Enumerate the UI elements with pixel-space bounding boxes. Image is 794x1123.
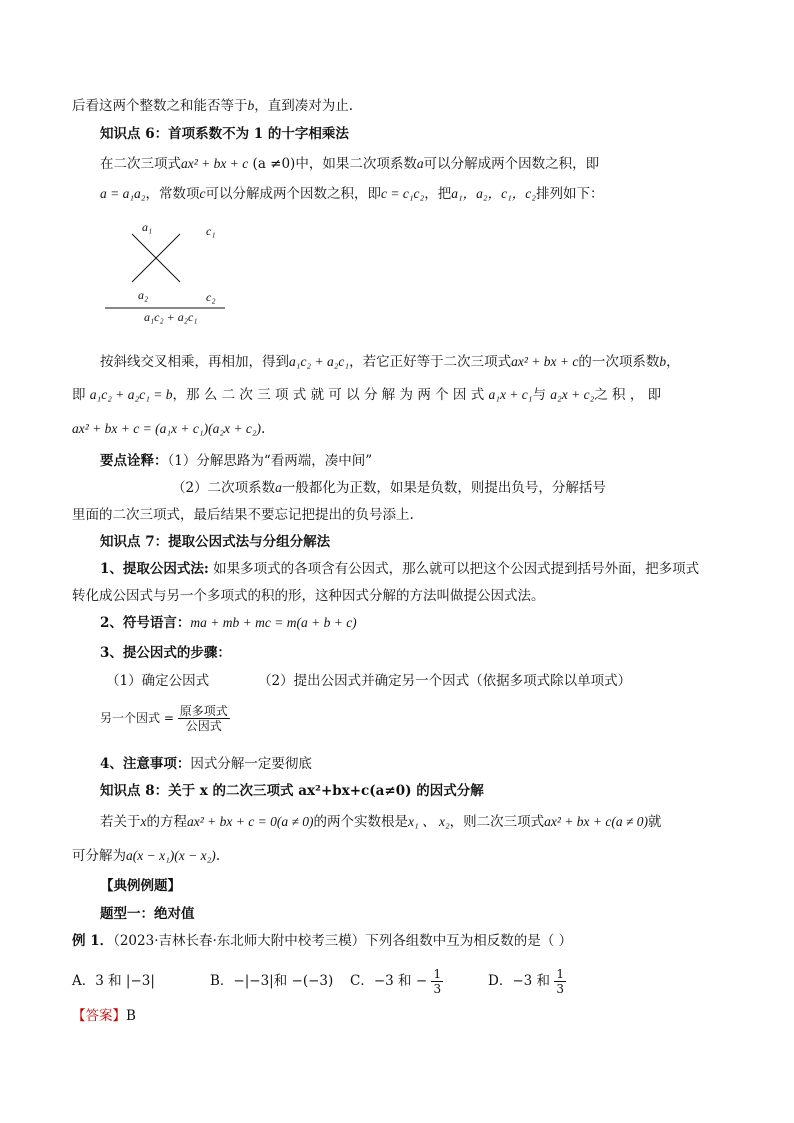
text: 排列如下： <box>536 186 604 202</box>
math-expr: a₁x + c₁ <box>488 387 533 402</box>
option-text: −3 和 − <box>373 973 428 989</box>
text: 的两个实数根是 <box>313 814 409 830</box>
text-line <box>72 846 220 866</box>
text-line: 转化成公因式与另一个多项式的积的形，这种因式分解的方法叫做提公因式法。 <box>72 588 545 604</box>
option-text: −|−3|和 −(−3) <box>233 973 334 989</box>
text: ，常数项 <box>145 186 200 202</box>
text: ，直到凑对为止. <box>254 98 354 114</box>
step-1: （1）确定公因式 <box>106 673 210 689</box>
math-expr: a₁c₂ + a₂c₁ <box>289 354 350 369</box>
example-question <box>72 931 572 951</box>
option-label: A． <box>72 973 96 989</box>
text-line <box>100 184 604 204</box>
text: 的方程 <box>146 814 187 830</box>
option-a <box>72 966 155 996</box>
text-line <box>72 385 661 405</box>
text: 一般都化为正数，如果是负数，则提出负号，分解括号 <box>281 480 606 496</box>
text: 即 <box>72 387 86 403</box>
diagram-a1: a₁ <box>142 220 153 234</box>
text: 按斜线交叉相乘，再相加，得到 <box>100 354 289 370</box>
math-var: c <box>199 186 206 201</box>
text: 如果多项式的各项含有公因式，那么就可以把这个公因式提到括号外面，把多项式 <box>208 561 700 577</box>
example-label: 例 1． <box>72 933 114 949</box>
math-expr: a₂x + c₂ <box>550 387 595 402</box>
denominator: 3 <box>433 982 442 996</box>
math-expr: a₁，a₂，c₁，c₂ <box>451 186 536 201</box>
math-var: b <box>247 98 255 113</box>
text: ，则二次三项式 <box>449 814 545 830</box>
text: 的一次项系数 <box>578 354 660 370</box>
text: ，那 么 二 次 三 项 式 就 可 以 分 解 为 两 个 因 式 <box>172 387 485 403</box>
option-label: B． <box>210 973 234 989</box>
text-line <box>100 812 662 832</box>
math-var: b <box>659 354 667 369</box>
math-expr: x₁ 、 x₂ <box>408 814 450 829</box>
option-label: C． <box>350 973 374 989</box>
fraction <box>431 967 443 996</box>
denominator: 3 <box>556 982 564 996</box>
answer-line <box>72 1006 136 1026</box>
math-expr: ax² + bx + c = (a₁x + c₁)(a₂x + c₂) <box>72 421 262 436</box>
text: ，把 <box>424 186 452 202</box>
diagram-result: a₁c₂ + a₂c₁ <box>144 310 198 324</box>
text-line <box>100 559 699 579</box>
text-line <box>172 478 606 498</box>
text-line <box>100 451 372 471</box>
numerator: 1 <box>556 967 564 981</box>
item-label: 2、符号语言： <box>100 615 191 631</box>
section-heading-kp7: 知识点 7：提取公因式法与分组分解法 <box>100 534 331 550</box>
text: ，若它正好等于二次三项式 <box>349 354 512 370</box>
text: 就 <box>648 814 662 830</box>
math-expr: ax² + bx + c(a ≠ 0) <box>544 814 649 829</box>
math-expr: ma + mb + mc = m(a + b + c) <box>190 615 357 630</box>
math-expr: (a ≠0) <box>252 156 296 172</box>
text: （2023·吉林长春·东北师大附中校考三模）下列各组数中互为相反数的是（ ） <box>113 933 573 949</box>
text: 若关于 <box>100 814 141 830</box>
option-c <box>350 966 443 996</box>
answer-value: B <box>126 1008 136 1024</box>
text: 与 <box>532 387 546 403</box>
note-label: 要点诠释： <box>100 453 168 469</box>
text-line: 里面的二次三项式，最后结果不要忘记把提出的负号添上. <box>72 507 414 523</box>
text: 另一个因式 = <box>100 711 174 725</box>
formula-line <box>100 703 230 733</box>
text-line <box>100 754 312 774</box>
text: （2）二次项系数 <box>172 480 276 496</box>
text-line <box>72 96 353 116</box>
math-expr: a(x − x₁)(x − x₂) <box>126 848 216 863</box>
question-type: 题型一：绝对值 <box>100 906 195 922</box>
step-2: （2）提出公因式并确定另一个因式（依据多项式除以单项式） <box>258 673 632 689</box>
section-heading-kp8: 知识点 8：关于 x 的二次三项式 ax²+bx+c(a≠0) 的因式分解 <box>100 783 484 799</box>
text: . <box>215 848 221 864</box>
fraction <box>554 967 566 996</box>
text: 可以分解成两个因数之积，即 <box>205 186 381 202</box>
option-text: −3 和 <box>512 973 551 989</box>
text: （1）分解思路为“看两端，凑中间” <box>167 453 373 469</box>
math-expr: ax² + bx + c <box>181 156 249 171</box>
text: 因式分解一定要彻底 <box>190 756 312 772</box>
diagram-a2: a₂ <box>138 288 149 302</box>
text: ， <box>666 354 680 370</box>
math-expr: ax² + bx + c <box>511 354 579 369</box>
example-header: 【典例例题】 <box>100 878 181 894</box>
item-label: 3、提公因式的步骤： <box>100 645 231 661</box>
text-line <box>100 154 599 174</box>
item-label: 4、注意事项： <box>100 756 191 772</box>
math-expr: ax² + bx + c = 0(a ≠ 0) <box>187 814 314 829</box>
math-var: x <box>140 814 147 829</box>
fraction <box>178 704 230 733</box>
answer-label: 【答案】 <box>72 1008 126 1024</box>
math-var: a <box>275 480 282 495</box>
numerator: 原多项式 <box>179 704 228 718</box>
math-expr: a₁c₂ + a₂c₁ = b <box>89 387 173 402</box>
math-expr: c = c₁c₂ <box>381 186 425 201</box>
option-b <box>210 966 333 996</box>
section-heading-kp6: 知识点 6：首项系数不为 1 的十字相乘法 <box>100 126 349 142</box>
text: 中，如果二次项系数 <box>295 156 417 172</box>
denominator: 公因式 <box>185 719 222 733</box>
math-var: a <box>416 156 424 171</box>
cross-multiplication-diagram <box>100 220 240 332</box>
option-label: D． <box>488 973 513 989</box>
item-label: 1、提取公因式法: <box>100 561 209 577</box>
text: 之 积 ， 即 <box>594 387 662 403</box>
option-d <box>488 966 566 996</box>
text: . <box>261 421 266 437</box>
math-expr: a = a₁a₂ <box>100 186 146 201</box>
text-line <box>100 352 680 372</box>
text: 可分解为 <box>72 848 126 864</box>
text: 在二次三项式 <box>100 156 181 172</box>
numerator: 1 <box>433 967 442 981</box>
text: 后看这两个整数之和能否等于 <box>72 98 248 114</box>
diagram-c2: c₂ <box>206 290 216 304</box>
text: 可以分解成两个因数之积，即 <box>423 156 600 172</box>
option-text: 3 和 |−3| <box>95 973 155 989</box>
text-line <box>72 419 265 439</box>
diagram-c1: c₁ <box>206 224 216 238</box>
text-line <box>100 613 357 633</box>
